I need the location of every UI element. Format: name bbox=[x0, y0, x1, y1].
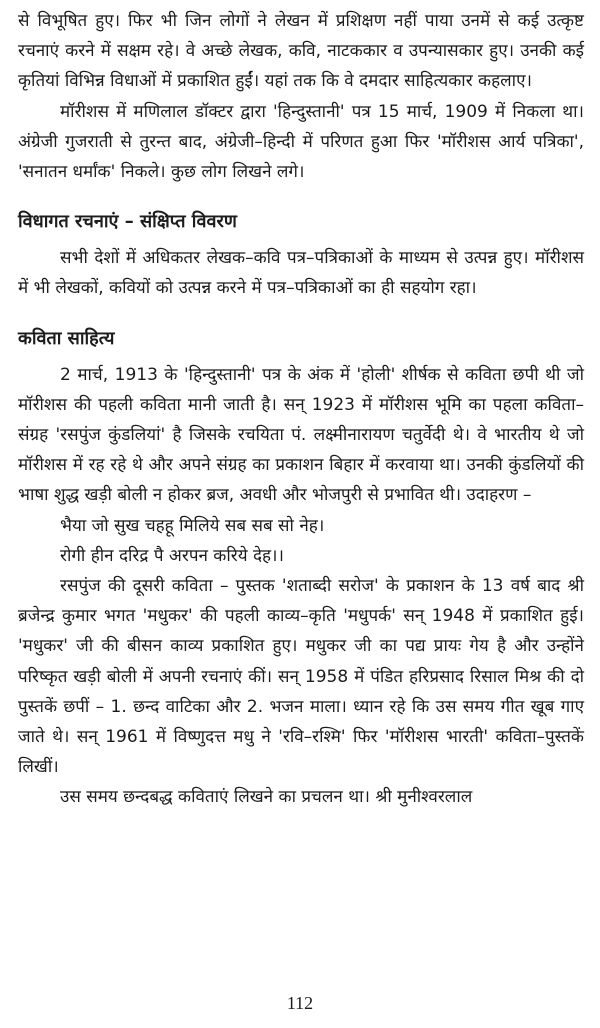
verse-line-1: भैया जो सुख चहहू मिलिये सब सब सो नेह। bbox=[60, 515, 325, 536]
page-number: 112 bbox=[286, 993, 314, 1013]
verse-line-2: रोगी हीन दरिद्र पै अरपन करिये देह।। bbox=[60, 545, 284, 566]
section-heading-kavita: कविता साहित्य bbox=[18, 327, 115, 349]
intro-continuation-paragraph: से विभूषित हुए। फिर भी जिन लोगों ने लेखन में प्रशिक्षण नहीं पाया उनमें से कई उत्कृष्ट रचनाएं करने में सक्षम रहे। वे अच्छे लेखक, कवि, नाटककार व उपन्यासकार हुए। उनकी कई कृतियां विभिन्न विधाओं में प्रकाशित हुईं। यहां तक कि वे दमदार साहित्यकार कहलाए। bbox=[18, 11, 584, 92]
page-body bbox=[18, 6, 584, 813]
vidhagat-paragraph: सभी देशों में अधिकतर लेखक–कवि पत्र–पत्रिकाओं के माध्यम से उत्पन्न हुए। मॉरीशस में भी लेखकों, कवियों को उत्पन्न करने में पत्र–पत्रिकाओं का ही सहयोग रहा। bbox=[18, 248, 584, 299]
section-heading-vidhagat: विधागत रचनाएं – संक्षिप्त विवरण bbox=[18, 211, 237, 233]
second-book-paragraph: रसपुंज की दूसरी कविता – पुस्तक 'शताब्दी सरोज' के प्रकाशन के 13 वर्ष बाद श्री ब्रजेन्द्र कुमार भगत 'मधुकर' की पहली काव्य–कृति 'मधुपर्क' सन् 1948 में प्रकाशित हुई। 'मधुकर' जी की बीसन काव्य प्रकाशित हुए। मधुकर जी का पद्य प्रायः गेय है और उन्होंने परिष्कृत खड़ी बोली में अपनी रचनाएं कीं। सन् 1958 में पंडित हरिप्रसाद रिसाल मिश्र की दो पुस्तकें छपीं – 1. छन्द वाटिका और 2. भजन माला। ध्यान रहे कि उस समय गीत खूब गाए जाते थे। सन् 1961 में विष्णुदत्त मधु ने 'रवि–रश्मि' फिर 'मॉरीशस भारती' कविता–पुस्तकें लिखीं। bbox=[18, 576, 584, 778]
chhandbaddh-paragraph: उस समय छन्दबद्ध कविताएं लिखने का प्रचलन था। श्री मुनीश्वरलाल bbox=[60, 787, 473, 808]
first-poem-paragraph: 2 मार्च, 1913 के 'हिन्दुस्तानी' पत्र के अंक में 'होली' शीर्षक से कविता छपी थी जो मॉरीशस की पहली कविता मानी जाती है। सन् 1923 में मॉरीशस भूमि का पहला कविता–संग्रह 'रसपुंज कुंडलियां' है जिसके रचयिता पं. लक्ष्मीनारायण चतुर्वेदी थे। वे भारतीय थे जो मॉरीशस में रह रहे थे और अपने संग्रह का प्रकाशन बिहार में करवाया था। उनकी कुंडलियों की भाषा शुद्ध खड़ी बोली न होकर ब्रज, अवधी और भोजपुरी से प्रभावित थी। उदाहरण – bbox=[18, 364, 584, 506]
hindustani-patra-paragraph: मॉरीशस में मणिलाल डॉक्टर द्वारा 'हिन्दुस्तानी' पत्र 15 मार्च, 1909 में निकला था। अंग्रेजी गुजराती से तुरन्त बाद, अंग्रेजी–हिन्दी में परिणत हुआ फिर 'मॉरीशस आर्य पत्रिका', 'सनातन धर्मांक' निकले। कुछ लोग लिखने लगे। bbox=[18, 101, 584, 183]
